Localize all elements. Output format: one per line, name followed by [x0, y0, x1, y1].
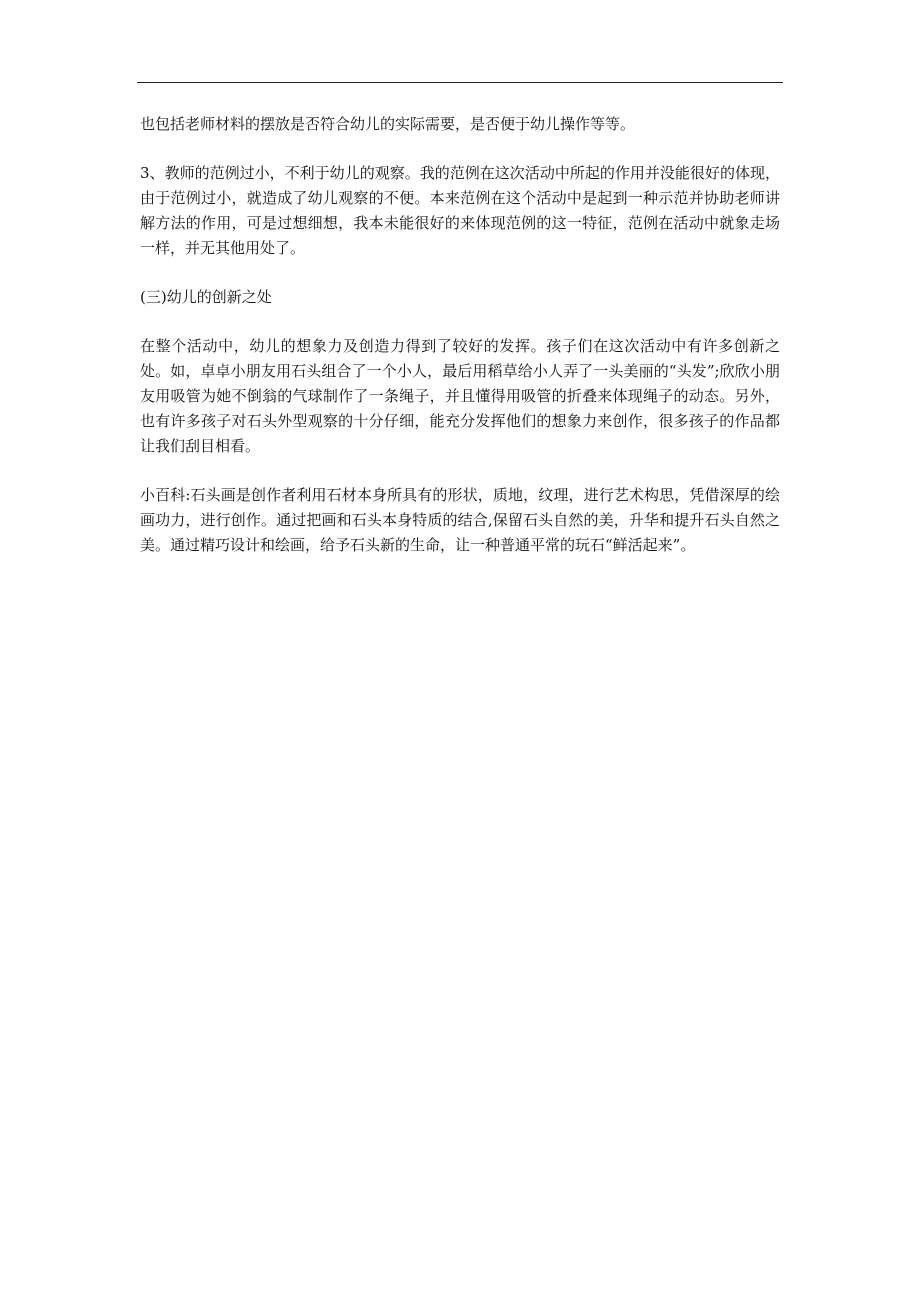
section-heading-innovation: (三)幼儿的创新之处	[140, 288, 272, 306]
document-body	[140, 112, 780, 582]
paragraph-materials: 也包括老师材料的摆放是否符合幼儿的实际需要，是否便于幼儿操作等等。	[140, 115, 636, 133]
header-rule	[137, 82, 783, 83]
paragraph-example-too-small: 3、教师的范例过小，不利于幼儿的观察。我的范例在这次活动中所起的作用并没能很好的体现，由于范例过小，就造成了幼儿观察的不便。本来范例在这个活动中是起到一种示范并协助老师讲解方法的作用，可是过想细想，我本未能很好的来体现范例的这一特征，范例在活动中就象走场一样，并无其他用处了。	[140, 164, 780, 257]
paragraph-encyclopedia: 小百科:石头画是创作者利用石材本身所具有的形状，质地，纹理，进行艺术构思，凭借深厚的绘画功力，进行创作。通过把画和石头本身特质的结合,保留石头自然的美，升华和提升石头自然之美。通过精巧设计和绘画，给予石头新的生命，让一种普通平常的玩石“鲜活起来”。	[140, 486, 780, 554]
paragraph-innovation: 在整个活动中，幼儿的想象力及创造力得到了较好的发挥。孩子们在这次活动中有许多创新之处。如，卓卓小朋友用石头组合了一个小人，最后用稻草给小人弄了一头美丽的“头发”;欣欣小朋友用吸管为她不倒翁的气球制作了一条绳子，并且懂得用吸管的折叠来体现绳子的动态。另外，也有许多孩子对石头外型观察的十分仔细，能充分发挥他们的想象力来创作，很多孩子的作品都让我们刮目相看。	[140, 337, 780, 455]
